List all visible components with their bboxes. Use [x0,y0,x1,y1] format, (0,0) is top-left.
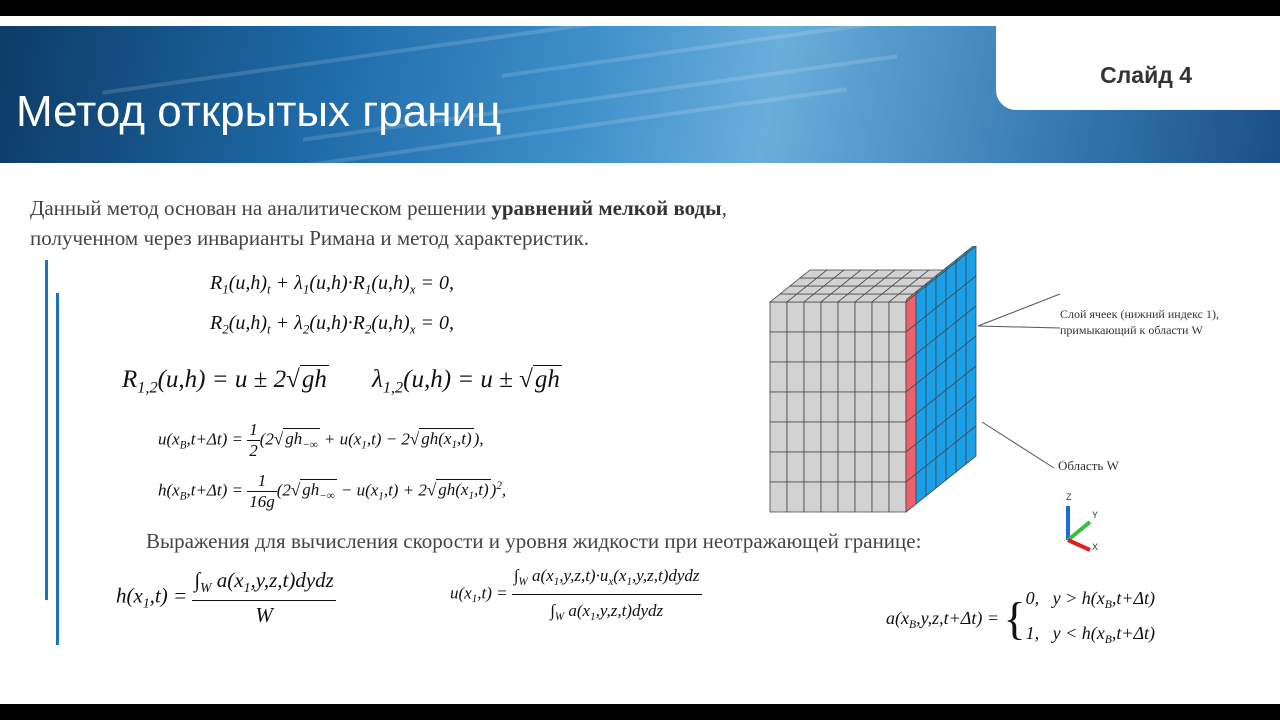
grid-cell [770,422,787,452]
callout-line-layer-2 [978,326,1060,328]
grid-cell [855,392,872,422]
grid-cell [889,482,906,512]
intro-bold: уравнений мелкой воды [491,196,722,220]
grid-cell [804,302,821,332]
axis-z-label: Z [1066,492,1072,502]
grid-cell [855,482,872,512]
grid-cell [804,422,821,452]
grid-cell [872,482,889,512]
grid-cell [821,482,838,512]
intro-paragraph [30,193,910,253]
grid-cell [770,452,787,482]
grid-cell [855,362,872,392]
intro-line-2: полученном через инварианты Римана и метод характеристик. [30,226,589,250]
grid-cell [821,422,838,452]
equation-u-boundary: $u(x_B,t+\Delta t)$ = $\frac{1}{2}$ (2√ $gh_{-\infty} + u(x_1,t) - 2√$ $gh(x_1,t)$ ), [158,420,484,460]
accent-bar-right [56,293,59,645]
page-title: Метод открытых границ [16,87,502,136]
grid-cell [889,362,906,392]
intro-text: Данный метод основан на аналитическом решении [30,196,492,220]
grid-cell [872,392,889,422]
grid-cell [821,332,838,362]
grid-cell [804,482,821,512]
grid-cell [770,332,787,362]
grid-cell [804,362,821,392]
callout-line-layer-1 [978,294,1060,326]
axes-icon [1056,492,1106,554]
grid-cell [838,482,855,512]
intro-comma: , [721,196,727,220]
grid-cell [821,302,838,332]
grid-cell [889,332,906,362]
grid-cell [770,362,787,392]
equation-a-piecewise: $a(x_B,y,z,t+\Delta t) = \{0$, $y > h(x_B,t+\Delta t)$ 1, $y < h(x_B,t+\Delta t)$ [886,588,1156,647]
grid-cell [770,482,787,512]
grid-cell [872,452,889,482]
equation-riemann-2: $R_2(u,h)_t + \lambda_2(u,h)\cdot R_2(u,h)_x = 0$, [210,312,454,337]
slide-number-tab [996,26,1280,110]
grid-cell [838,332,855,362]
grid-cell [838,422,855,452]
section-subtitle: Выражения для вычисления скорости и уровня жидкости при неотражающей границе: [146,529,922,553]
equation-u-integral: $u(x_1,t)$ = $\frac{\int_W a(x_1,y,z,t)\cdot u_x(x_1,y,z,t)dydz}{\int_W a(x_1,y,z,t)dydz}$ [450,566,700,623]
grid-cell [872,422,889,452]
grid-cell [821,392,838,422]
grid-diagram [760,246,1250,526]
grid-cell [787,332,804,362]
grid-cell [804,392,821,422]
grid-cell [787,482,804,512]
grid-cell [821,452,838,482]
grid-cell [872,362,889,392]
grid-cell [787,452,804,482]
slide [0,16,1280,704]
grid-cell [872,332,889,362]
grid-cell [838,452,855,482]
a-case-1: 0, $y > h(x_B,t+\Delta t)$ [1025,588,1156,612]
grid-cell [889,422,906,452]
grid-cell [889,392,906,422]
grid-cell [838,392,855,422]
grid-cell [787,362,804,392]
label-layer-2: примыкающий к области W [1060,323,1203,337]
grid-cell [855,452,872,482]
grid-cells [770,246,977,512]
grid-cell [855,422,872,452]
grid-cell [787,422,804,452]
equation-h-boundary: $h(x_B,t+\Delta t)$ = $\frac{1}{16g}$ (2√ $gh_{-\infty} - u(x_1,t) + 2√$ $gh(x_1,t)$ )$^2$, [158,471,507,511]
grid-cell [855,332,872,362]
accent-bar-left [45,260,48,600]
grid-cell [889,302,906,332]
axis-y-label: Y [1092,510,1099,520]
grid-cell [804,332,821,362]
callout-line-region [982,422,1054,468]
grid-cell [804,452,821,482]
equation-invariants: $R_{1,2}(u,h) = u \pm 2√gh$ [122,366,327,397]
grid-cell [838,302,855,332]
equation-h-integral: $h(x_1,t)$ = $\frac{\int_W a(x_1,y,z,t)dydz}{W}$ [116,568,334,627]
grid-cell [787,302,804,332]
grid-cell [770,392,787,422]
slide-number: Слайд 4 [1100,62,1192,88]
grid-cell [821,362,838,392]
axis-x-label: X [1092,542,1099,552]
grid-cell [770,302,787,332]
grid-cell [889,452,906,482]
grid-cell [838,362,855,392]
grid-cell [855,302,872,332]
label-layer-1: Слой ячеек (нижний индекс 1), [1060,307,1219,321]
equation-eigenvalues: $\lambda_{1,2}(u,h) = u \pm √gh$ [372,366,560,397]
label-region: Область W [1058,458,1119,473]
a-case-2: 1, $y < h(x_B,t+\Delta t)$ [1025,623,1156,647]
grid-cell [787,392,804,422]
grid-cell [872,302,889,332]
equation-riemann-1: $R_1(u,h)_t + \lambda_1(u,h)\cdot R_1(u,h)_x = 0$, [210,272,454,297]
